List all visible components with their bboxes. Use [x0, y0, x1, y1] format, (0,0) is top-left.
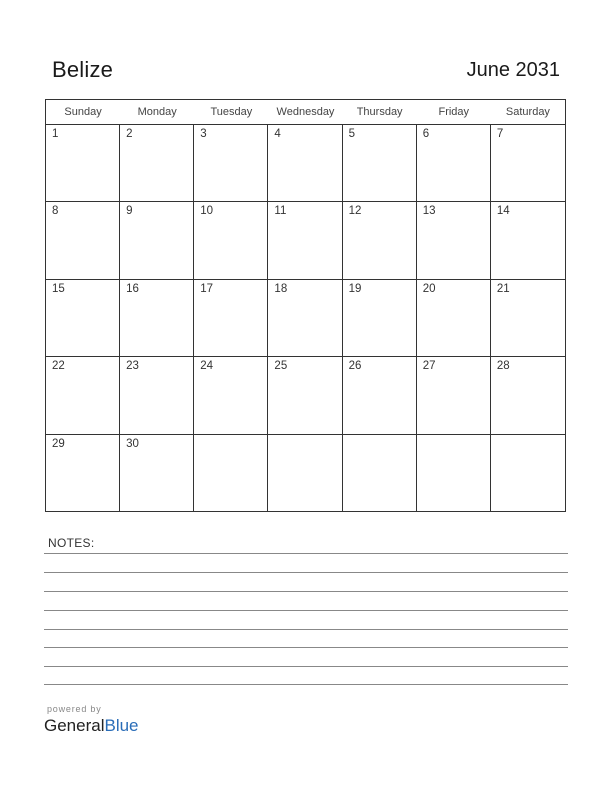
day-number: 7 — [496, 128, 504, 140]
note-line — [44, 610, 568, 611]
day-cell — [268, 435, 342, 512]
day-cell — [194, 435, 268, 512]
day-cell — [417, 280, 491, 357]
day-number: 28 — [496, 360, 510, 373]
day-number: 29 — [52, 437, 65, 450]
weekday-monday: Monday — [137, 106, 177, 118]
day-cell — [343, 280, 417, 357]
day-number: 21 — [496, 282, 510, 295]
day-cell — [120, 202, 194, 279]
day-cell — [120, 435, 194, 512]
day-number: 17 — [200, 282, 214, 295]
country-title: Belize — [52, 57, 114, 82]
day-number: 18 — [274, 282, 288, 295]
day-number: 10 — [200, 205, 214, 218]
weekday-sunday: Sunday — [64, 106, 102, 118]
day-number: 26 — [348, 360, 362, 373]
day-cell — [343, 435, 417, 512]
note-line — [44, 572, 568, 573]
calendar-grid — [45, 99, 566, 512]
day-cell — [120, 280, 194, 357]
day-number: 12 — [348, 205, 362, 218]
day-number: 25 — [274, 360, 288, 373]
day-cell — [491, 357, 565, 434]
day-cell — [194, 202, 268, 279]
day-number: 13 — [422, 205, 436, 218]
month-year-title: June 2031 — [466, 58, 560, 81]
day-number: 14 — [496, 205, 510, 218]
day-cell — [120, 125, 194, 202]
day-number: 1 — [52, 128, 59, 140]
day-number: 2 — [126, 128, 133, 140]
day-number: 23 — [126, 360, 139, 373]
day-cell — [491, 280, 565, 357]
footer-branding — [44, 704, 139, 736]
brand-logo — [44, 716, 139, 736]
notes-section — [44, 536, 568, 552]
day-cell — [194, 125, 268, 202]
note-line — [44, 591, 568, 592]
day-cell — [120, 357, 194, 434]
day-number: 5 — [348, 128, 355, 140]
day-cell — [46, 435, 120, 512]
day-cell — [417, 357, 491, 434]
day-cell — [46, 202, 120, 279]
notes-label: NOTES: — [48, 536, 95, 550]
day-cell — [194, 280, 268, 357]
day-cell — [417, 202, 491, 279]
day-cell — [491, 125, 565, 202]
day-cell — [491, 435, 565, 512]
day-cell — [46, 357, 120, 434]
day-number: 15 — [52, 282, 65, 295]
day-cell — [417, 125, 491, 202]
day-cell — [46, 280, 120, 357]
weekday-wednesday: Wednesday — [276, 106, 335, 118]
weekday-friday: Friday — [438, 106, 470, 118]
day-number: 4 — [274, 128, 281, 140]
day-cell — [268, 280, 342, 357]
day-number: 9 — [126, 205, 133, 218]
note-line — [44, 647, 568, 648]
weekday-header-row — [46, 100, 565, 125]
day-cell — [268, 125, 342, 202]
day-number: 27 — [422, 360, 436, 373]
day-number: 16 — [126, 282, 139, 295]
powered-by-text: powered by — [47, 704, 102, 714]
day-number: 30 — [126, 437, 139, 450]
weekday-tuesday: Tuesday — [210, 106, 253, 118]
day-cell — [343, 202, 417, 279]
day-cell — [343, 125, 417, 202]
note-line — [44, 629, 568, 630]
day-number: 24 — [200, 360, 214, 373]
brand-blue-text: Blue — [104, 716, 139, 735]
day-number: 3 — [200, 128, 207, 140]
day-number: 6 — [422, 128, 430, 140]
day-cell — [491, 202, 565, 279]
day-number: 19 — [348, 282, 362, 295]
weekday-thursday: Thursday — [356, 106, 403, 118]
brand-general-text: General — [44, 716, 105, 735]
weeks-grid — [46, 125, 565, 512]
day-cell — [343, 357, 417, 434]
note-line — [44, 684, 568, 685]
calendar-header — [52, 55, 560, 85]
day-number: 22 — [52, 360, 65, 373]
day-cell — [46, 125, 120, 202]
day-cell — [268, 357, 342, 434]
day-cell — [417, 435, 491, 512]
day-number: 8 — [52, 205, 59, 218]
day-number: 20 — [422, 282, 436, 295]
day-cell — [268, 202, 342, 279]
weekday-saturday: Saturday — [505, 106, 550, 118]
note-line — [44, 553, 568, 554]
day-number: 11 — [274, 205, 287, 218]
day-cell — [194, 357, 268, 434]
note-line — [44, 666, 568, 667]
